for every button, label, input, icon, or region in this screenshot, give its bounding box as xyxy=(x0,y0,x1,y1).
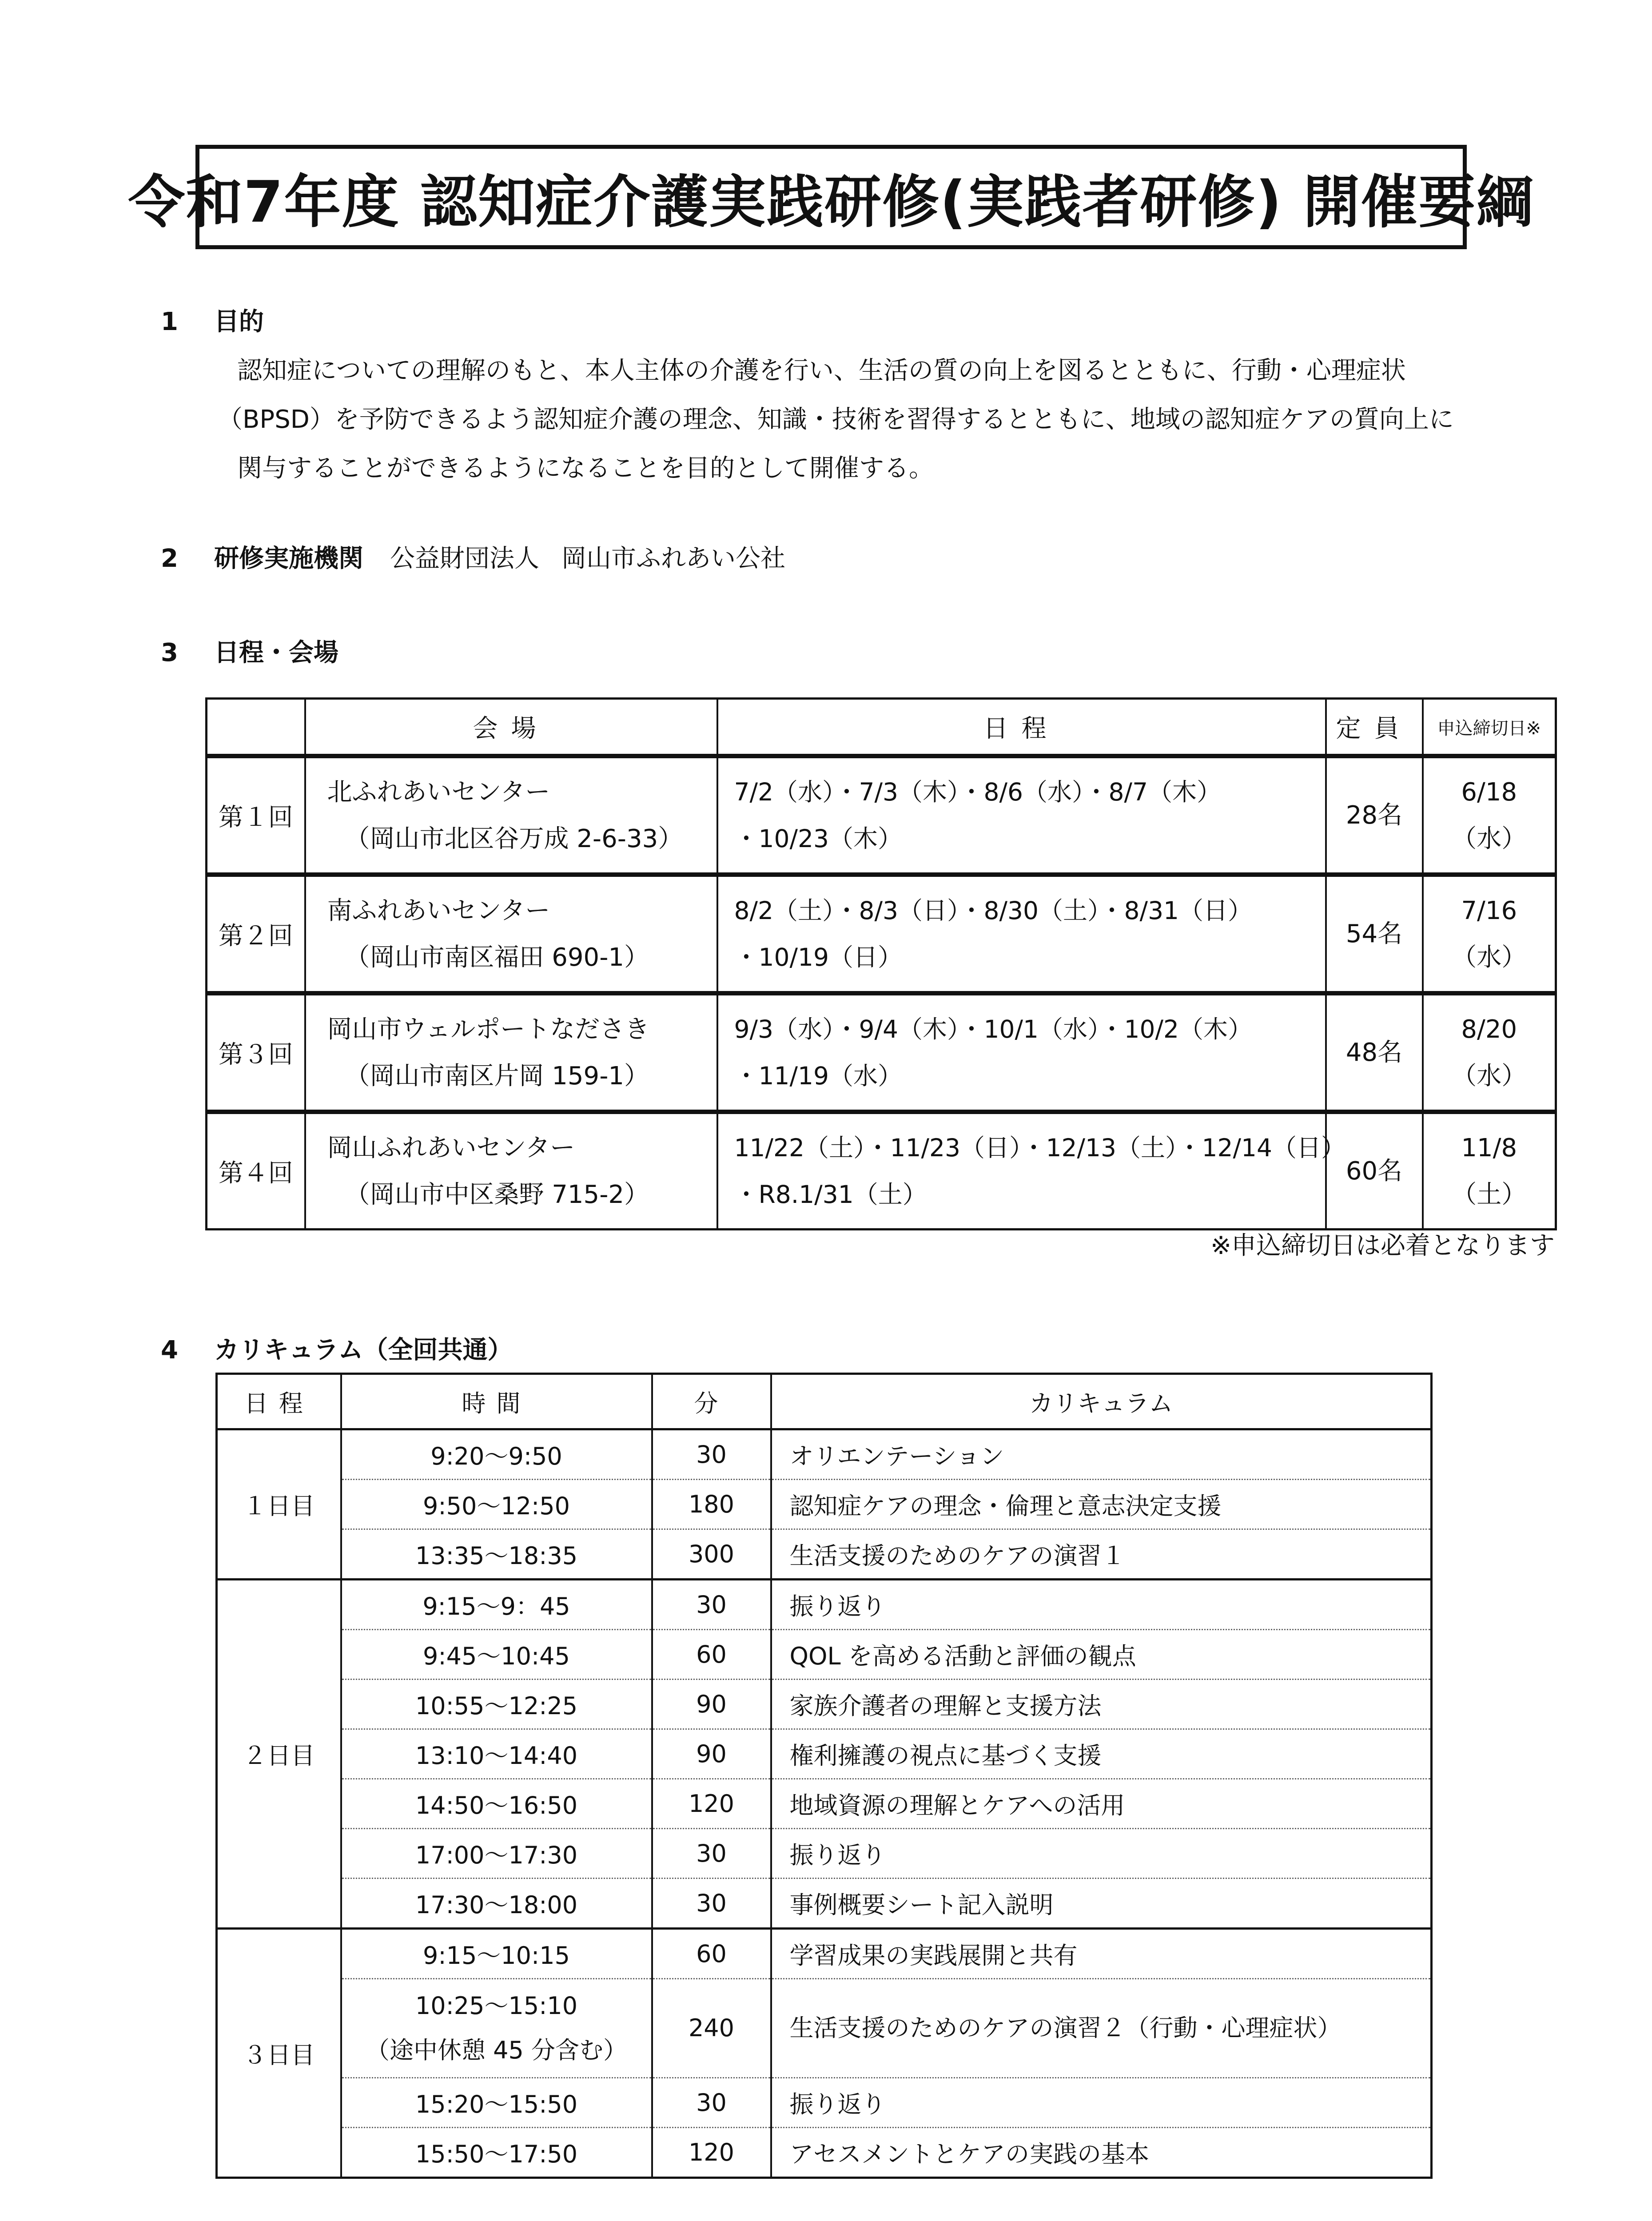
venue-cell xyxy=(305,756,717,875)
round-label: 第４回 xyxy=(207,1112,305,1230)
deadline-cell xyxy=(1423,756,1556,875)
curriculum-row xyxy=(217,1979,1432,2078)
capacity-value: 54名 xyxy=(1326,875,1423,993)
content-cell: 家族介護者の理解と支援方法 xyxy=(771,1680,1432,1729)
time-cell: 9:15～10:15 xyxy=(341,1929,652,1979)
dates-line: 8/2（土）・8/3（日）・8/30（土）・8/31（日） xyxy=(734,896,1253,925)
round-label: 第３回 xyxy=(207,993,305,1112)
venue-address: （岡山市中区桑野 715-2） xyxy=(345,1180,649,1209)
time-cell: 15:20～15:50 xyxy=(341,2078,652,2128)
capacity-value: 60名 xyxy=(1326,1112,1423,1230)
section-title: 目的 xyxy=(214,307,264,336)
minutes-cell: 180 xyxy=(652,1480,771,1529)
content-cell: 地域資源の理解とケアへの活用 xyxy=(771,1779,1432,1829)
content-cell: 認知症ケアの理念・倫理と意志決定支援 xyxy=(771,1480,1432,1529)
dates-cell xyxy=(717,993,1326,1112)
header-dates: 日程 xyxy=(717,699,1326,756)
purpose-paragraph xyxy=(218,346,1506,493)
content-cell: 学習成果の実践展開と共有 xyxy=(771,1929,1432,1979)
section-title: カリキュラム（全回共通） xyxy=(214,1336,513,1365)
venue-name: 南ふれあいセンター xyxy=(327,896,550,925)
content-cell: オリエンテーション xyxy=(771,1429,1432,1480)
minutes-cell: 120 xyxy=(652,2128,771,2178)
curriculum-row xyxy=(217,1729,1432,1779)
round-label: 第１回 xyxy=(207,756,305,875)
header-deadline: 申込締切日※ xyxy=(1423,699,1556,756)
deadline-day: （水） xyxy=(1452,824,1527,853)
minutes-cell: 30 xyxy=(652,1829,771,1879)
document-title: 令和7年度 認知症介護実践研修(実践者研修) 開催要綱 xyxy=(195,145,1467,249)
header-round xyxy=(207,699,305,756)
dates-line: ・10/19（日） xyxy=(734,943,903,971)
deadline-day: （土） xyxy=(1452,1180,1527,1209)
time-cell: 9:50～12:50 xyxy=(341,1480,652,1529)
deadline-cell xyxy=(1423,875,1556,993)
content-cell: 事例概要シート記入説明 xyxy=(771,1879,1432,1929)
section-4-heading xyxy=(161,1330,512,1366)
organizer-name: 岡山市ふれあい公社 xyxy=(561,544,785,573)
dates-line: ・R8.1/31（土） xyxy=(734,1180,927,1209)
curriculum-header-row xyxy=(217,1374,1432,1429)
content-cell: 振り返り xyxy=(771,1580,1432,1630)
deadline-cell xyxy=(1423,1112,1556,1230)
curriculum-row xyxy=(217,1680,1432,1729)
curriculum-row xyxy=(217,1879,1432,1929)
curriculum-row xyxy=(217,1929,1432,1979)
day-label: ３日目 xyxy=(217,1929,341,2178)
deadline-note: ※申込締切日は必着となります xyxy=(1210,1231,1555,1260)
minutes-cell: 90 xyxy=(652,1680,771,1729)
minutes-cell: 120 xyxy=(652,1779,771,1829)
curriculum-row xyxy=(217,2078,1432,2128)
organizer-type: 公益財団法人 xyxy=(390,544,539,573)
venue-name: 岡山市ウェルポートなださき xyxy=(327,1015,650,1044)
minutes-cell: 30 xyxy=(652,1580,771,1630)
section-number: 2 xyxy=(161,544,178,573)
venue-cell xyxy=(305,875,717,993)
minutes-cell: 300 xyxy=(652,1529,771,1580)
time-cell xyxy=(341,1979,652,2078)
deadline-cell xyxy=(1423,993,1556,1112)
minutes-cell: 240 xyxy=(652,1979,771,2078)
header-venue: 会場 xyxy=(305,699,717,756)
time-cell: 9:45～10:45 xyxy=(341,1630,652,1680)
minutes-cell: 30 xyxy=(652,2078,771,2128)
dates-line: 11/22（土）・11/23（日）・12/13（土）・12/14（日） xyxy=(734,1133,1346,1162)
venue-address: （岡山市南区福田 690-1） xyxy=(345,943,649,972)
day-label: ２日目 xyxy=(217,1580,341,1929)
content-cell: アセスメントとケアの実践の基本 xyxy=(771,2128,1432,2178)
time-cell: 9:15～9：45 xyxy=(341,1580,652,1630)
venue-cell xyxy=(305,993,717,1112)
content-cell: 生活支援のためのケアの演習１ xyxy=(771,1529,1432,1580)
schedule-row xyxy=(207,875,1556,993)
dates-line: ・10/23（木） xyxy=(734,824,903,853)
header-time: 時間 xyxy=(341,1374,652,1429)
section-3-heading xyxy=(161,633,338,669)
section-number: 3 xyxy=(161,638,178,667)
dates-cell xyxy=(717,756,1326,875)
dates-cell xyxy=(717,875,1326,993)
time-cell: 13:35～18:35 xyxy=(341,1529,652,1580)
schedule-table xyxy=(205,697,1557,1230)
content-cell: QOL を高める活動と評価の観点 xyxy=(771,1630,1432,1680)
deadline-date: 11/8 xyxy=(1461,1133,1517,1162)
minutes-cell: 90 xyxy=(652,1729,771,1779)
time-cell: 17:00～17:30 xyxy=(341,1829,652,1879)
section-number: 1 xyxy=(161,307,178,336)
curriculum-row xyxy=(217,1480,1432,1529)
content-cell: 振り返り xyxy=(771,1829,1432,1879)
section-title: 日程・会場 xyxy=(214,638,338,667)
dates-cell xyxy=(717,1112,1346,1230)
time-cell: 17:30～18:00 xyxy=(341,1879,652,1929)
dates-line: ・11/19（水） xyxy=(734,1061,903,1090)
deadline-day: （水） xyxy=(1452,1061,1527,1091)
header-content: カリキュラム xyxy=(771,1374,1432,1429)
header-minutes: 分 xyxy=(652,1374,771,1429)
minutes-cell: 60 xyxy=(652,1630,771,1680)
minutes-cell: 30 xyxy=(652,1429,771,1480)
dates-line: 9/3（水）・9/4（木）・10/1（水）・10/2（木） xyxy=(734,1015,1253,1043)
purpose-line: （BPSD）を予防できるよう認知症介護の理念、知識・技術を習得するとともに、地域の認知症ケアの質向上に xyxy=(218,405,1454,434)
deadline-date: 6/18 xyxy=(1461,777,1517,807)
purpose-line: 関与することができるようになることを目的として開催する。 xyxy=(237,454,934,483)
curriculum-row xyxy=(217,1630,1432,1680)
purpose-line: 認知症についての理解のもと、本人主体の介護を行い、生活の質の向上を図るとともに、行動・心理症状 xyxy=(237,356,1406,385)
schedule-row xyxy=(207,1112,1556,1230)
deadline-day: （水） xyxy=(1452,943,1527,972)
content-cell: 権利擁護の視点に基づく支援 xyxy=(771,1729,1432,1779)
section-2-heading xyxy=(161,539,785,574)
capacity-value: 28名 xyxy=(1326,756,1423,875)
content-cell: 生活支援のためのケアの演習２（行動・心理症状） xyxy=(771,1979,1432,2078)
deadline-date: 8/20 xyxy=(1461,1015,1517,1044)
dates-line: 7/2（水）・7/3（木）・8/6（水）・8/7（木） xyxy=(734,777,1222,806)
schedule-header-row xyxy=(207,699,1556,756)
schedule-row xyxy=(207,993,1556,1112)
section-1-heading xyxy=(161,302,264,338)
section-number: 4 xyxy=(161,1336,178,1365)
day-label: １日目 xyxy=(217,1429,341,1580)
deadline-date: 7/16 xyxy=(1461,896,1517,925)
header-day: 日程 xyxy=(217,1374,341,1429)
time-cell: 14:50～16:50 xyxy=(341,1779,652,1829)
round-label: 第２回 xyxy=(207,875,305,993)
curriculum-row xyxy=(217,1829,1432,1879)
schedule-row xyxy=(207,756,1556,875)
curriculum-row xyxy=(217,1529,1432,1580)
capacity-value: 48名 xyxy=(1326,993,1423,1112)
curriculum-row xyxy=(217,2128,1432,2178)
venue-address: （岡山市南区片岡 159-1） xyxy=(345,1061,649,1091)
minutes-cell: 60 xyxy=(652,1929,771,1979)
time-cell: 10:55～12:25 xyxy=(341,1680,652,1729)
curriculum-row xyxy=(217,1429,1432,1480)
time-cell: 15:50～17:50 xyxy=(341,2128,652,2178)
minutes-cell: 30 xyxy=(652,1879,771,1929)
time-cell: 13:10～14:40 xyxy=(341,1729,652,1779)
section-title: 研修実施機関 xyxy=(214,544,363,573)
time-cell: 9:20～9:50 xyxy=(341,1429,652,1480)
time-note: （途中休憩 45 分含む） xyxy=(365,2036,628,2064)
curriculum-table xyxy=(215,1373,1433,2179)
venue-name: 岡山ふれあいセンター xyxy=(327,1133,575,1162)
header-capacity: 定員 xyxy=(1326,699,1423,756)
time-value: 10:25～15:10 xyxy=(415,1992,578,2020)
curriculum-row xyxy=(217,1580,1432,1630)
venue-name: 北ふれあいセンター xyxy=(327,777,550,807)
content-cell: 振り返り xyxy=(771,2078,1432,2128)
venue-cell xyxy=(305,1112,717,1230)
curriculum-row xyxy=(217,1779,1432,1829)
venue-address: （岡山市北区谷万成 2-6-33） xyxy=(345,824,683,853)
